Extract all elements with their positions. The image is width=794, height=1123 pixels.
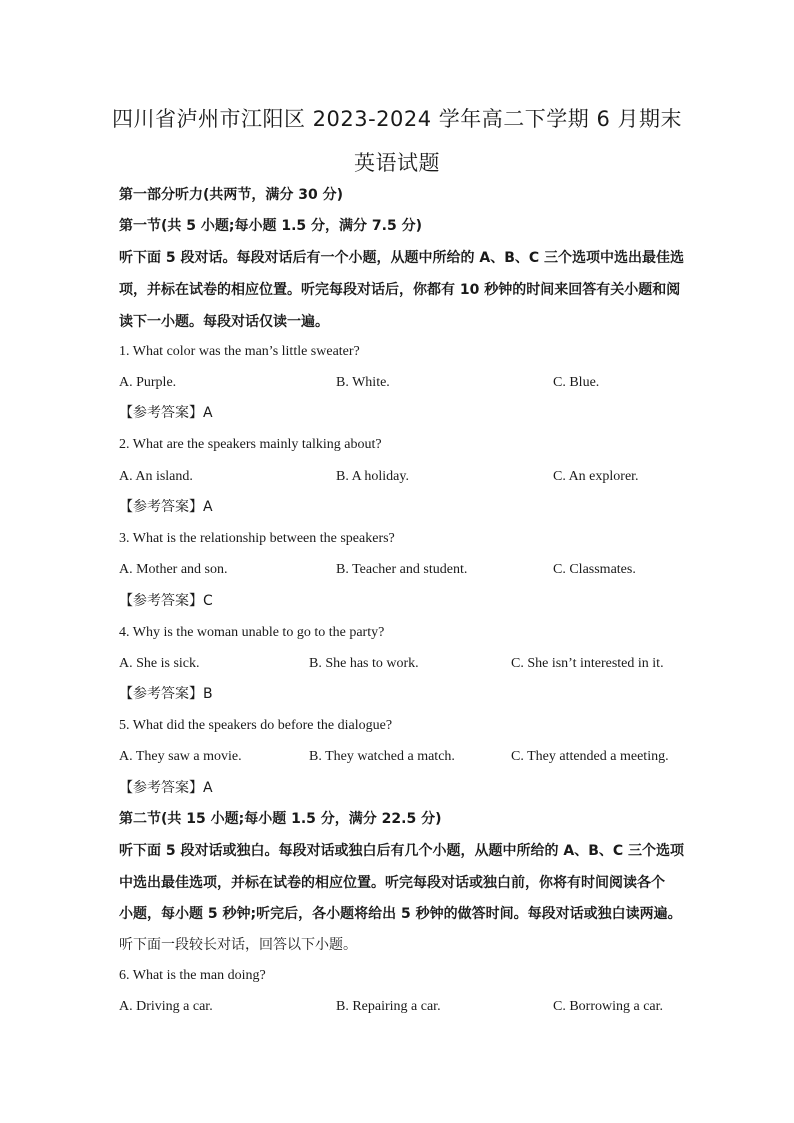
part1-heading: 第一部分听力(共两节，满分 30 分) bbox=[119, 187, 344, 203]
section1-instructions-line: 项，并标在试卷的相应位置。听完每段对话后，你都有 10 秒钟的时间来回答有关小题和阅 bbox=[119, 282, 681, 298]
option-a: A. An island. bbox=[119, 469, 193, 484]
exam-title: 四川省泸州市江阳区 2023-2024 学年高二下学期 6 月期末 bbox=[111, 107, 683, 131]
option-b: B. White. bbox=[336, 375, 390, 390]
section2-heading: 第二节(共 15 小题;每小题 1.5 分，满分 22.5 分) bbox=[119, 811, 442, 827]
question-text: 5. What did the speakers do before the dialogue? bbox=[119, 718, 393, 733]
question-text: 6. What is the man doing? bbox=[119, 968, 266, 983]
option-a: A. Mother and son. bbox=[119, 562, 228, 577]
option-a: A. Driving a car. bbox=[119, 999, 213, 1014]
option-b: B. She has to work. bbox=[309, 656, 419, 671]
option-a: A. She is sick. bbox=[119, 656, 200, 671]
section1-heading: 第一节(共 5 小题;每小题 1.5 分，满分 7.5 分) bbox=[119, 218, 422, 234]
answer-key: 【参考答案】C bbox=[119, 593, 213, 609]
option-b: B. Teacher and student. bbox=[336, 562, 468, 577]
question-text: 3. What is the relationship between the speakers? bbox=[119, 531, 395, 546]
option-c: C. Blue. bbox=[553, 375, 600, 390]
section2-instructions-line: 小题，每小题 5 秒钟;听完后，各小题将给出 5 秒钟的做答时间。每段对话或独白读两遍。 bbox=[119, 906, 682, 922]
section2-instructions-line: 听下面 5 段对话或独白。每段对话或独白后有几个小题，从题中所给的 A、B、C 三个选项 bbox=[119, 843, 685, 859]
section1-instructions-line: 听下面 5 段对话。每段对话后有一个小题，从题中所给的 A、B、C 三个选项中选出最佳选 bbox=[119, 250, 685, 266]
section1-instructions-line: 读下一小题。每段对话仅读一遍。 bbox=[119, 314, 329, 330]
answer-key: 【参考答案】A bbox=[119, 780, 213, 796]
answer-key: 【参考答案】A bbox=[119, 405, 213, 421]
question-text: 4. Why is the woman unable to go to the party? bbox=[119, 625, 385, 640]
option-b: B. A holiday. bbox=[336, 469, 409, 484]
answer-key: 【参考答案】A bbox=[119, 499, 213, 515]
option-c: C. An explorer. bbox=[553, 469, 639, 484]
section2-instructions-line: 中选出最佳选项，并标在试卷的相应位置。听完每段对话或独白前，你将有时间阅读各个 bbox=[119, 875, 665, 891]
option-a: A. They saw a movie. bbox=[119, 749, 242, 764]
sub-prompt: 听下面一段较长对话，回答以下小题。 bbox=[119, 937, 357, 953]
question-text: 1. What color was the man’s little sweater? bbox=[119, 344, 360, 359]
option-a: A. Purple. bbox=[119, 375, 177, 390]
option-c: C. They attended a meeting. bbox=[511, 749, 669, 764]
option-c: C. Classmates. bbox=[553, 562, 636, 577]
option-c: C. She isn’t interested in it. bbox=[511, 656, 664, 671]
answer-key: 【参考答案】B bbox=[119, 686, 213, 702]
question-text: 2. What are the speakers mainly talking about? bbox=[119, 437, 382, 452]
option-c: C. Borrowing a car. bbox=[553, 999, 664, 1014]
exam-subtitle: 英语试题 bbox=[354, 151, 440, 175]
option-b: B. They watched a match. bbox=[309, 749, 455, 764]
option-b: B. Repairing a car. bbox=[336, 999, 441, 1014]
